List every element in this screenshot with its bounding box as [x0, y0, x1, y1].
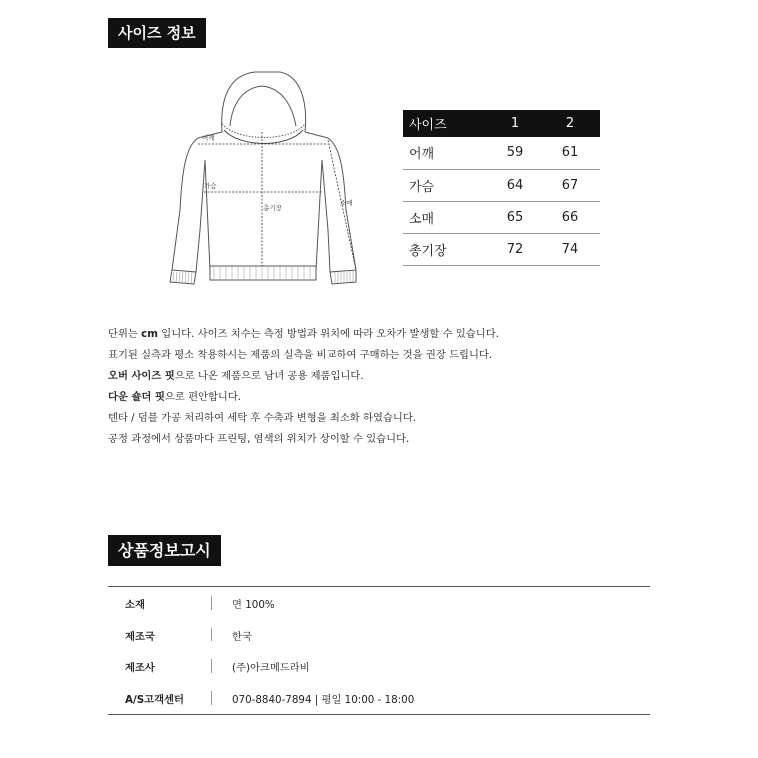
measure-name: 어깨: [403, 137, 490, 169]
info-value: (주)아크메드라비: [232, 662, 310, 675]
note-text: 단위는: [108, 328, 142, 340]
table-row: [403, 201, 600, 233]
size-value: 66: [540, 201, 600, 233]
note-text: 으로 나온 제품으로 남녀 공용 제품입니다.: [174, 370, 364, 382]
sleeve-label: 소매: [340, 199, 353, 207]
info-value: 면 100%: [232, 599, 275, 611]
table-row: [108, 682, 650, 714]
note-text: 텐타 / 덤블 가공 처리하여 세탁 후 수축과 변형을 최소화 하였습니다.: [108, 412, 417, 424]
table-row: [403, 169, 600, 201]
note-emphasis: 다운 숄더 핏: [108, 391, 165, 403]
table-row: [108, 587, 650, 619]
table-row: [403, 233, 600, 265]
note-emphasis: 오버 사이즈 핏: [108, 370, 175, 382]
table-row: [108, 650, 650, 682]
info-value: 070-8840-7894 | 평일 10:00 - 18:00: [232, 694, 415, 707]
length-label: 총기장: [263, 204, 282, 212]
size-value: 74: [540, 233, 600, 265]
divider: [211, 659, 212, 673]
table-row: [403, 137, 600, 169]
chest-label: 가슴: [204, 182, 217, 190]
note-line: [108, 429, 499, 450]
info-key: 제조사: [125, 662, 155, 675]
divider: [211, 691, 212, 705]
size-table-header-cell: 1: [490, 110, 540, 137]
size-table: [403, 110, 600, 266]
note-line: [108, 387, 499, 408]
note-text: 표기된 실측과 평소 착용하시는 제품의 실측을 비교하여 구매하는 것을 권장 드립니다.: [108, 349, 493, 361]
size-table-header-cell: 2: [540, 110, 600, 137]
note-text: 으로 편안합니다.: [164, 391, 242, 403]
size-notes: [108, 324, 499, 450]
product-info-table: [108, 586, 650, 715]
measure-name: 소매: [403, 201, 490, 233]
size-info-heading: 사이즈 정보: [108, 18, 206, 48]
note-line: [108, 324, 499, 345]
info-value: 한국: [232, 630, 252, 643]
size-value: 67: [540, 169, 600, 201]
divider: [211, 628, 212, 642]
size-table-header-cell: 사이즈: [403, 110, 490, 137]
info-key: 소재: [125, 599, 145, 611]
table-row: [108, 619, 650, 651]
measure-name: 총기장: [403, 233, 490, 265]
measure-name: 가슴: [403, 169, 490, 201]
size-value: 72: [490, 233, 540, 265]
note-line: [108, 366, 499, 387]
note-line: [108, 408, 499, 429]
hoodie-size-diagram: [150, 60, 380, 300]
size-value: 64: [490, 169, 540, 201]
info-key: A/S고객센터: [125, 694, 184, 707]
product-info-heading: 상품정보고시: [108, 535, 221, 566]
size-value: 61: [540, 137, 600, 169]
note-text: 입니다. 사이즈 치수는 측정 방법과 위치에 따라 오차가 발생할 수 있습니다.: [157, 328, 499, 340]
note-line: [108, 345, 499, 366]
size-value: 59: [490, 137, 540, 169]
size-table-header: [403, 110, 600, 137]
note-text: 공정 과정에서 상품마다 프린팅, 염색의 위치가 상이할 수 있습니다.: [108, 433, 410, 445]
shoulder-label: 어깨: [202, 134, 215, 142]
note-emphasis: cm: [141, 328, 158, 340]
divider: [211, 596, 212, 610]
info-key: 제조국: [125, 630, 155, 643]
size-value: 65: [490, 201, 540, 233]
